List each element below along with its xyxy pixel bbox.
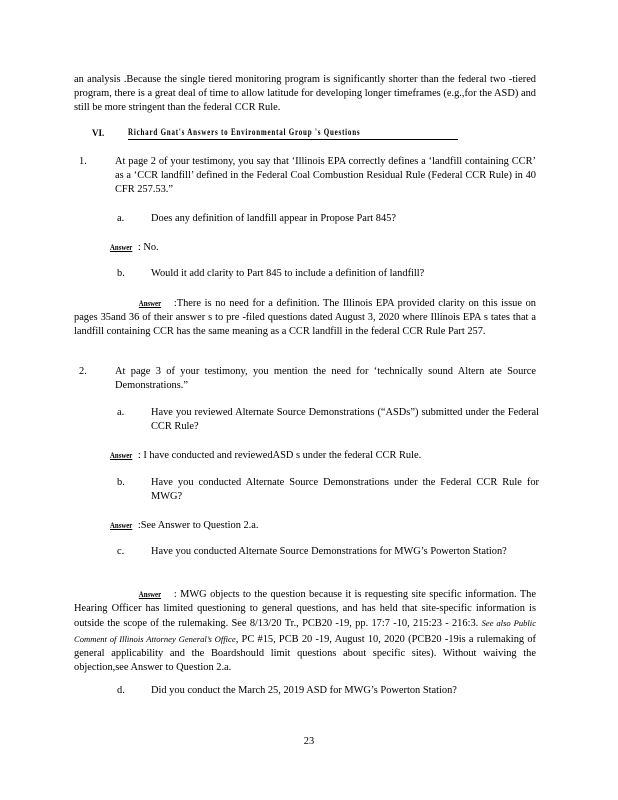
intro-paragraph: an analysis .Because the single tiered monitoring program is significantly shorter than the federal two -tiered program, there is a great deal of time to allow latitude for developing longer timeframes (e.g.,for the ASD) and still be more stringent than the federal CCR Rule. bbox=[74, 74, 536, 114]
page-number: 23 bbox=[303, 736, 315, 747]
section-title-text: Richard Gnat's Answers to Environmental Group 's Questions bbox=[128, 127, 361, 137]
q2b-text: Have you conducted Alternate Source Demonstrations under the Federal CCR Rule for MWG? bbox=[151, 477, 539, 503]
q1b-answer-text: :There is no need for a definition. The Illinois EPA provided clarity on this issue on pages 35and 36 of their answer s to pre -filed questions dated August 3, 2020 where Illinois EPA s tates that a landfill containing CCR has the same meaning as a CCR landfill in the federal CCR Rule Part 257. bbox=[74, 298, 536, 338]
answer-label: Answer bbox=[110, 242, 133, 252]
q1a-answer-text: : No. bbox=[137, 242, 159, 253]
q1-number: 1. bbox=[79, 156, 87, 167]
q2c-answer bbox=[74, 587, 536, 675]
answer-label: Answer bbox=[138, 589, 162, 599]
q2a-answer bbox=[110, 448, 540, 463]
q1a-text: Does any definition of landfill appear in Propose Part 845? bbox=[151, 213, 396, 224]
q2c-answer-citation: See also Public Comment of Illinois Attorney General’s Office bbox=[74, 618, 537, 644]
q2c-answer-text-1: : MWG objects to the question because it is requesting site specific information. The Hearing Officer has limited questioning to general questions, and has held that site-specific information is outside the scope of the rulemaking. See 8/13/20 Tr., PCB20 -19, pp. 17:7 -10, 215:23 - 216:3. bbox=[74, 589, 536, 630]
q1b-answer bbox=[74, 296, 536, 340]
q2a-letter: a. bbox=[117, 407, 125, 418]
answer-label: Answer bbox=[110, 520, 133, 530]
answer-label: Answer bbox=[110, 450, 133, 460]
q1b-text: Would it add clarity to Part 845 to include a definition of landfill? bbox=[151, 268, 425, 279]
q2a-text: Have you reviewed Alternate Source Demonstrations (“ASDs”) submitted under the Federal CCR Rule? bbox=[151, 407, 539, 433]
q2b-answer bbox=[110, 518, 540, 533]
q2c-letter: c. bbox=[117, 546, 125, 557]
section-title bbox=[128, 126, 458, 140]
q2d-letter: d. bbox=[117, 685, 125, 696]
q2d-text: Did you conduct the March 25, 2019 ASD for MWG’s Powerton Station? bbox=[151, 685, 457, 696]
q2-text: At page 3 of your testimony, you mention the need for ‘technically sound Altern ate Source Demonstrations.” bbox=[115, 366, 536, 392]
q1a-answer bbox=[110, 240, 530, 255]
q1a-letter: a. bbox=[117, 213, 125, 224]
q2a-answer-text: : I have conducted and reviewedASD s under the federal CCR Rule. bbox=[137, 450, 422, 461]
q1-text: At page 2 of your testimony, you say that ‘Illinois EPA correctly defines a ‘landfill containing CCR’ as a ‘CCR landfill’ defined in the Federal Coal Combustion Residual Rule (Federal CCR Rule) in 40 CFR 257.53.” bbox=[115, 156, 536, 196]
q2-number: 2. bbox=[79, 366, 87, 377]
q2c-answer-text-2: , PC #15, PCB 20 -19, August 10, 2020 (PCB20 -19is a rulemaking of general applicability and the Boardshould limit questions about specific sites). Without waiving the objection,see Answer to Question 2.a. bbox=[74, 633, 536, 674]
q1b-letter: b. bbox=[117, 268, 125, 279]
answer-label: Answer bbox=[138, 298, 162, 308]
q2b-letter: b. bbox=[117, 477, 125, 488]
q2b-answer-text: :See Answer to Question 2.a. bbox=[137, 520, 259, 531]
section-numeral: VI. bbox=[92, 128, 105, 138]
q2c-text: Have you conducted Alternate Source Demonstrations for MWG’s Powerton Station? bbox=[151, 546, 507, 557]
